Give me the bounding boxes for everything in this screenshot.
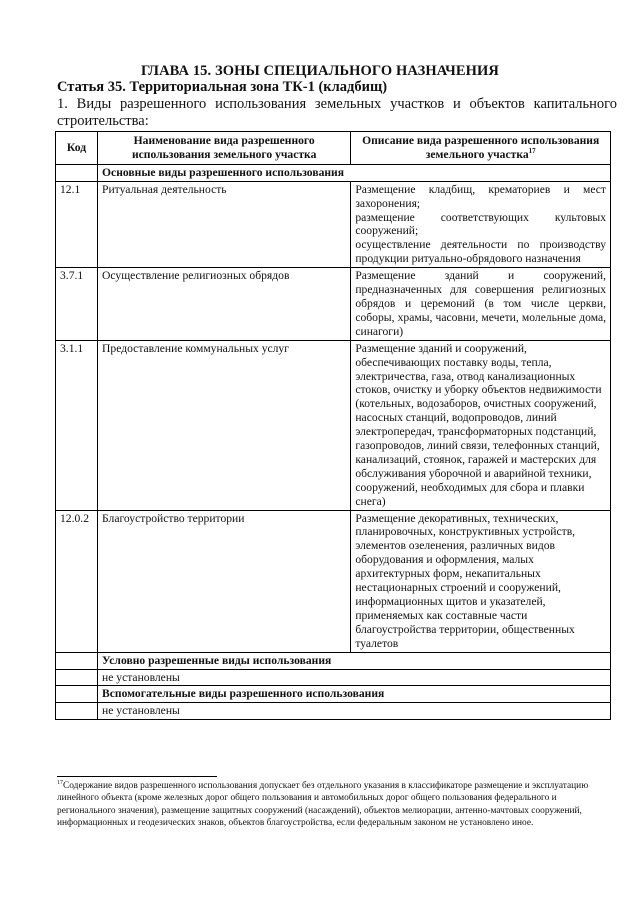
table-row: [56, 181, 611, 267]
row-description: [351, 268, 611, 341]
row-name: Благоустройство территории: [98, 510, 351, 652]
chapter-title: ГЛАВА 15. ЗОНЫ СПЕЦИАЛЬНОГО НАЗНАЧЕНИЯ: [141, 63, 499, 79]
footnote-ref: 17: [528, 147, 536, 156]
description-line: размещение соответствующих культовых сооружений;: [355, 210, 606, 238]
section-code-cell: [56, 164, 98, 181]
row-code: 12.1: [56, 181, 98, 267]
header-description: [351, 132, 611, 165]
row-description: [351, 181, 611, 267]
footnote-number: 17: [57, 779, 63, 786]
table-row: [56, 669, 611, 686]
footnote-separator: [57, 776, 217, 777]
row-name: Ритуальная деятельность: [98, 181, 351, 267]
row-code: 12.0.2: [56, 510, 98, 652]
description-line: Размещение декоративных, технических, планировочных, конструктивных устройств, элементов озеленения, различных видов оборудования и оформления, малых архитектурных форм, некапитальных нестационарных строений и сооружений, информационных щитов и указателей, применяемых как составные части благоустройства территории, общественных туалетов: [355, 511, 576, 650]
section-title: Вспомогательные виды разрешенного использования: [98, 686, 611, 703]
description-line: Размещение зданий и сооружений, предназначенных для совершения религиозных обрядов и церемоний (в том числе церкви, соборы, храмы, часовни, мечети, молельные дома, синагоги): [355, 269, 606, 338]
header-code: Код: [56, 132, 98, 165]
section-row: [56, 164, 611, 181]
row-value: не установлены: [98, 703, 611, 720]
row-value: не установлены: [98, 669, 611, 686]
article-title: Статья 35. Территориальная зона ТК-1 (кладбищ): [57, 79, 388, 95]
intro-paragraph: 1. Виды разрешенного использования земельных участков и объектов капитального строительства:: [57, 96, 617, 129]
table-row: [56, 703, 611, 720]
table-row: [56, 268, 611, 341]
row-name: Осуществление религиозных обрядов: [98, 268, 351, 341]
section-row: [56, 686, 611, 703]
table-row: [56, 340, 611, 510]
section-code-cell: [56, 652, 98, 669]
section-title: Условно разрешенные виды использования: [98, 652, 611, 669]
row-description: [351, 510, 611, 652]
section-code-cell: [56, 686, 98, 703]
row-code: 3.1.1: [56, 340, 98, 510]
row-code: [56, 703, 98, 720]
row-code: [56, 669, 98, 686]
land-use-table: [55, 131, 611, 720]
description-line: осуществление деятельности по производству продукции ритуально-обрядового назначения: [355, 238, 606, 266]
description-line: Размещение зданий и сооружений, обеспечивающих поставку воды, тепла, электричества, газа, отвод канализационных стоков, очистку и уборку объектов недвижимости (котельных, водозаборов, очистных сооружений, насосных станций, водопроводов, линий электропередач, трансформаторных подстанций, газопроводов, линий связи, телефонных станций, канализаций, стоянок, гаражей и мастерских для обслуживания уборочной и аварийной техники, сооружений, необходимых для сбора и плавки снега): [355, 341, 602, 508]
description-line: Размещение кладбищ, крематориев и мест захоронения;: [355, 182, 606, 210]
table-header-row: [56, 132, 611, 165]
footnote: [57, 780, 617, 829]
row-description: [351, 340, 611, 510]
footnote-text: Содержание видов разрешенного использования допускает без отдельного указания в классификаторе размещение и эксплуатацию линейного объекта (кроме железных дорог общего пользования и автомобильных дорог общего пользования федерального и регионального значения), размещение защитных сооружений (насаждений), объектов мелиорации, антенно-мачтовых сооружений, информационных и геодезических знаков, объектов благоустройства, если федеральным законом не установлено иное.: [57, 781, 589, 828]
section-title: Основные виды разрешенного использования: [98, 164, 611, 181]
section-row: [56, 652, 611, 669]
header-description-text: Описание вида разрешенного использования земельного участка: [362, 134, 600, 161]
header-name: Наименование вида разрешенного использования земельного участка: [98, 132, 351, 165]
row-code: 3.7.1: [56, 268, 98, 341]
row-name: Предоставление коммунальных услуг: [98, 340, 351, 510]
table-row: [56, 510, 611, 652]
